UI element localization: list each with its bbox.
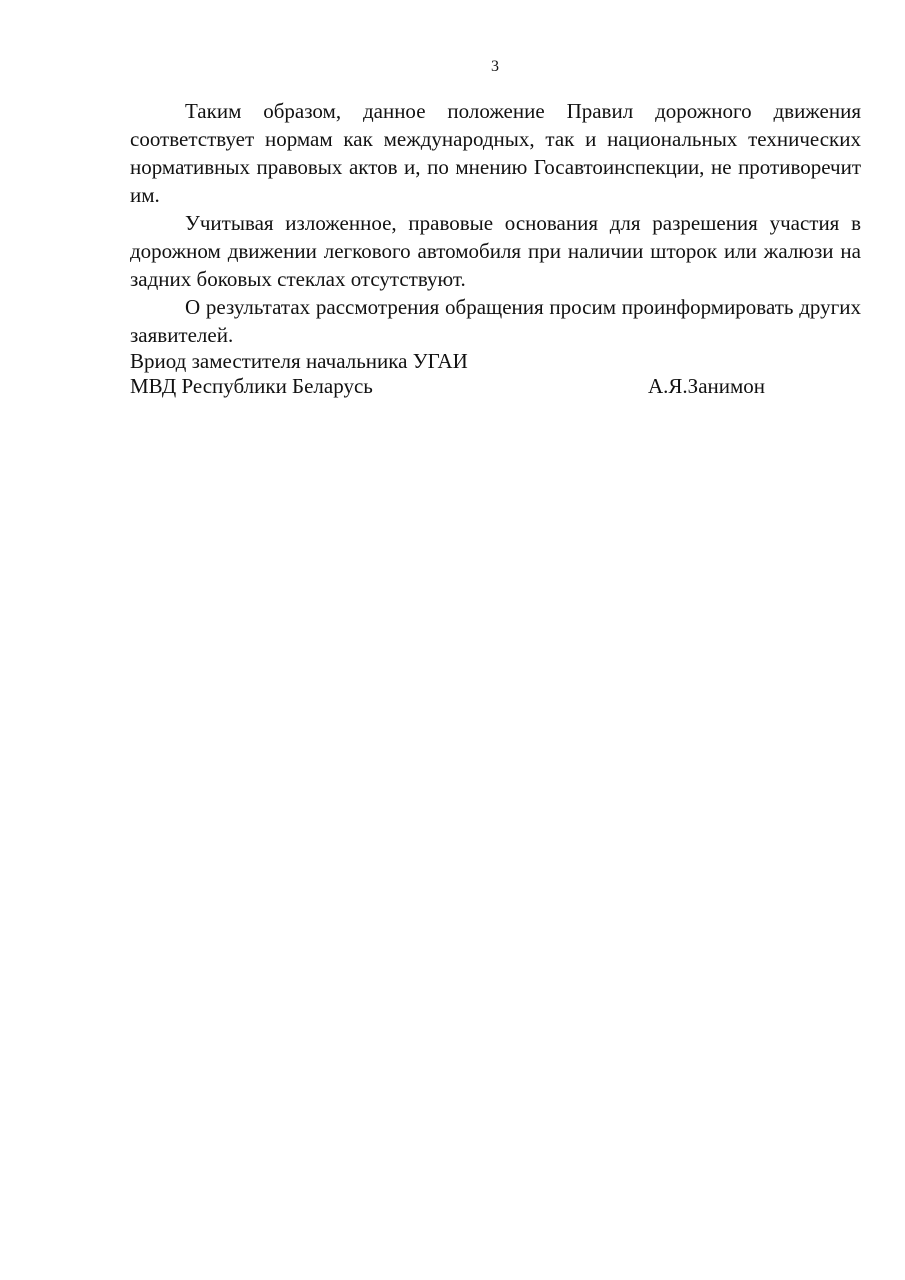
letter-body [130,97,861,349]
paragraph-legal-grounds: Учитывая изложенное, правовые основания для разрешения участия в дорожном движении легкового автомобиля при наличии шторок или жалюзи на задних боковых стеклах отсутствуют. [130,211,861,291]
signature-position-line-2-row [130,374,861,399]
page-number: 3 [491,58,499,75]
paragraph-request: О результатах рассмотрения обращения просим проинформировать других заявителей. [130,295,861,347]
signature-position-line-1: Вриод заместителя начальника УГАИ [130,349,468,373]
signature-position-line-2: МВД Республики Беларусь [130,374,373,398]
signatory-name: А.Я.Занимон [648,374,766,398]
paragraph-conclusion: Таким образом, данное положение Правил дорожного движения соответствует нормам как международных, так и национальных технических нормативных правовых актов и, по мнению Госавтоинспекции, не противоречит им. [130,99,861,207]
signature-block [130,349,861,399]
